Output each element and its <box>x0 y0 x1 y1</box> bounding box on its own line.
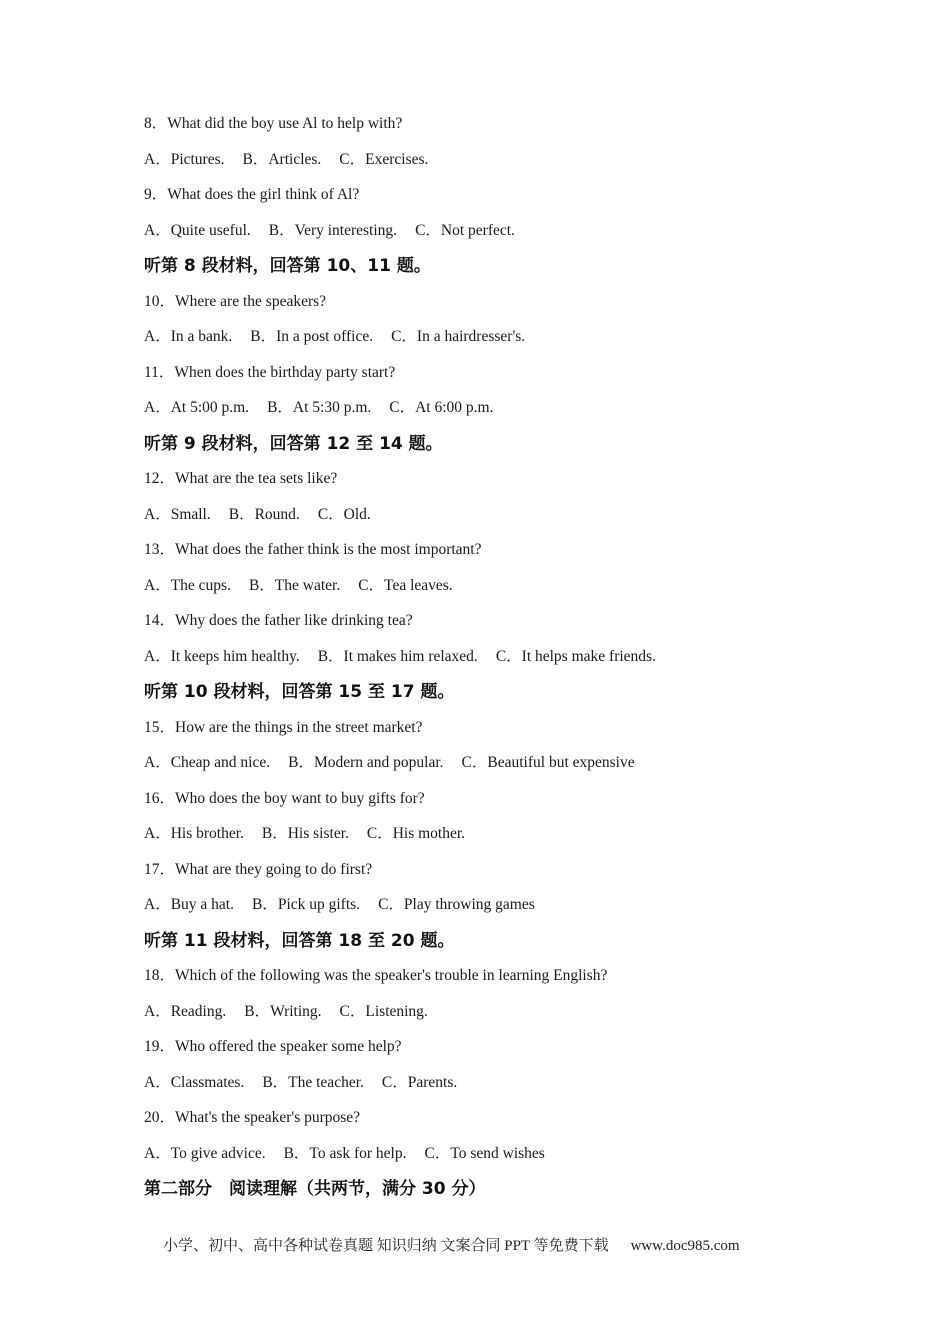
question-16: 16．Who does the boy want to buy gifts for? <box>144 789 425 807</box>
question-20-options <box>144 1144 864 1164</box>
option-b: B．In a post office. <box>250 328 374 345</box>
option-b: B．His sister. <box>261 825 349 842</box>
option-a: A．Reading. <box>144 1002 227 1020</box>
option-b: B．Round. <box>228 505 300 523</box>
option-b: B．Very interesting. <box>268 221 398 239</box>
question-12: 12．What are the tea sets like? <box>144 470 338 487</box>
option-a: A．Quite useful. <box>144 221 251 239</box>
part-2-heading: 第二部分 阅读理解（共两节，满分 30 分） <box>144 1179 486 1199</box>
option-a: A．At 5:00 p.m. <box>144 399 250 416</box>
option-a: A．Buy a hat. <box>144 896 234 913</box>
question-10-options <box>144 327 864 347</box>
exam-page-content <box>144 114 864 1215</box>
option-c: C．To send wishes <box>424 1144 545 1162</box>
question-13-options <box>144 576 864 596</box>
option-c: C．At 6:00 p.m. <box>389 399 494 416</box>
option-b: B．Writing. <box>244 1002 322 1020</box>
option-a: A．It keeps him healthy. <box>144 647 300 665</box>
footer-url: www.doc985.com <box>630 1238 740 1254</box>
question-10: 10．Where are the speakers? <box>144 292 327 310</box>
section-9-heading: 听第 9 段材料，回答第 12 至 14 题。 <box>144 433 443 454</box>
question-13: 13．What does the father think is the most important? <box>144 541 482 558</box>
option-b: B．At 5:30 p.m. <box>267 399 372 416</box>
question-16-options <box>144 824 864 844</box>
option-b: B．It makes him relaxed. <box>317 647 478 665</box>
option-c: C．Play throwing games <box>378 896 535 913</box>
option-b: B．The teacher. <box>262 1073 364 1091</box>
option-c: C．Listening. <box>339 1002 428 1020</box>
question-11-options <box>144 398 864 418</box>
option-a: A．His brother. <box>144 825 244 842</box>
option-a: A．Pictures. <box>144 150 225 168</box>
question-12-options <box>144 505 864 525</box>
option-a: A．Classmates. <box>144 1073 245 1091</box>
option-c: C．Old. <box>317 505 371 523</box>
option-a: A．The cups. <box>144 576 231 594</box>
question-20: 20．What's the speaker's purpose? <box>144 1109 361 1126</box>
option-b: B．Pick up gifts. <box>251 896 361 913</box>
option-c: C．Tea leaves. <box>358 576 453 594</box>
option-c: C．Beautiful but expensive <box>461 754 635 771</box>
question-17: 17．What are they going to do first? <box>144 860 373 878</box>
question-8-options <box>144 150 864 170</box>
section-10-heading: 听第 10 段材料，回答第 15 至 17 题。 <box>144 682 455 702</box>
question-17-options <box>144 895 864 915</box>
option-b: B．Articles. <box>242 150 322 168</box>
question-11: 11．When does the birthday party start? <box>144 363 396 381</box>
option-c: C．Exercises. <box>339 150 429 168</box>
option-a: A．To give advice. <box>144 1144 266 1162</box>
question-8: 8．What did the boy use Al to help with? <box>144 115 403 132</box>
question-18: 18．Which of the following was the speaker's trouble in learning English? <box>144 967 608 984</box>
question-9-options <box>144 221 864 241</box>
question-9: 9．What does the girl think of Al? <box>144 186 360 203</box>
option-a: A．Cheap and nice. <box>144 754 271 771</box>
option-b: B．To ask for help. <box>283 1144 407 1162</box>
question-15: 15．How are the things in the street market? <box>144 718 423 736</box>
option-c: C．In a hairdresser's. <box>391 328 526 345</box>
question-19-options <box>144 1073 864 1093</box>
option-c: C．Parents. <box>381 1073 458 1091</box>
option-c: C．It helps make friends. <box>495 647 656 665</box>
question-15-options <box>144 753 864 773</box>
question-14: 14．Why does the father like drinking tea? <box>144 612 413 629</box>
option-c: C．His mother. <box>366 825 466 842</box>
option-c: C．Not perfect. <box>415 221 515 239</box>
question-19: 19．Who offered the speaker some help? <box>144 1038 402 1055</box>
footer-text: 小学、初中、高中各种试卷真题 知识归纳 文案合同 PPT 等免费下载 <box>163 1238 609 1254</box>
option-b: B．The water. <box>248 576 341 594</box>
section-8-heading: 听第 8 段材料，回答第 10、11 题。 <box>144 256 431 276</box>
section-11-heading: 听第 11 段材料，回答第 18 至 20 题。 <box>144 930 455 951</box>
question-14-options <box>144 647 864 667</box>
option-a: A．In a bank. <box>144 328 233 345</box>
option-a: A．Small. <box>144 505 211 523</box>
page-footer <box>163 1236 740 1256</box>
question-18-options <box>144 1002 864 1022</box>
option-b: B．Modern and popular. <box>288 754 444 771</box>
